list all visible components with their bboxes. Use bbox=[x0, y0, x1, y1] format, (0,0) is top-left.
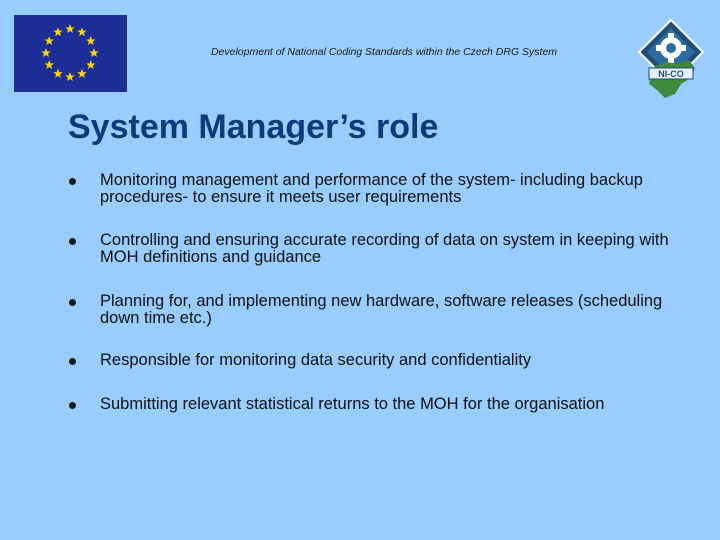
star-icon bbox=[77, 69, 87, 78]
slide-title: System Manager’s role bbox=[68, 108, 439, 146]
nico-logo bbox=[637, 18, 705, 100]
star-icon bbox=[53, 69, 63, 78]
bullet-text: Planning for, and implementing new hardware, software releases (scheduling down time etc.) bbox=[100, 292, 663, 327]
bullet-text: Monitoring management and performance of the system- including backup procedures- to ensure it meets user requirements bbox=[100, 171, 643, 206]
bullet-icon bbox=[69, 358, 76, 365]
bullet-icon bbox=[69, 238, 76, 245]
bullet-text: Controlling and ensuring accurate recording of data on system in keeping with MOH definitions and guidance bbox=[100, 231, 669, 266]
star-icon bbox=[65, 72, 75, 81]
star-icon bbox=[86, 36, 96, 45]
bullet-icon bbox=[69, 299, 76, 306]
star-icon bbox=[44, 36, 54, 45]
bullet-icon bbox=[69, 402, 76, 409]
header-caption: Development of National Coding Standards within the Czech DRG System bbox=[210, 46, 558, 58]
star-icon bbox=[53, 27, 63, 36]
bullet-text: Submitting relevant statistical returns to the MOH for the organisation bbox=[100, 395, 605, 413]
star-icon bbox=[44, 60, 54, 69]
star-icon bbox=[77, 27, 87, 36]
star-icon bbox=[65, 24, 75, 33]
logo-text: NI-CO bbox=[658, 69, 684, 79]
bullet-text: Responsible for monitoring data security and confidentiality bbox=[100, 351, 532, 369]
star-icon bbox=[86, 60, 96, 69]
bullet-icon bbox=[69, 178, 76, 185]
